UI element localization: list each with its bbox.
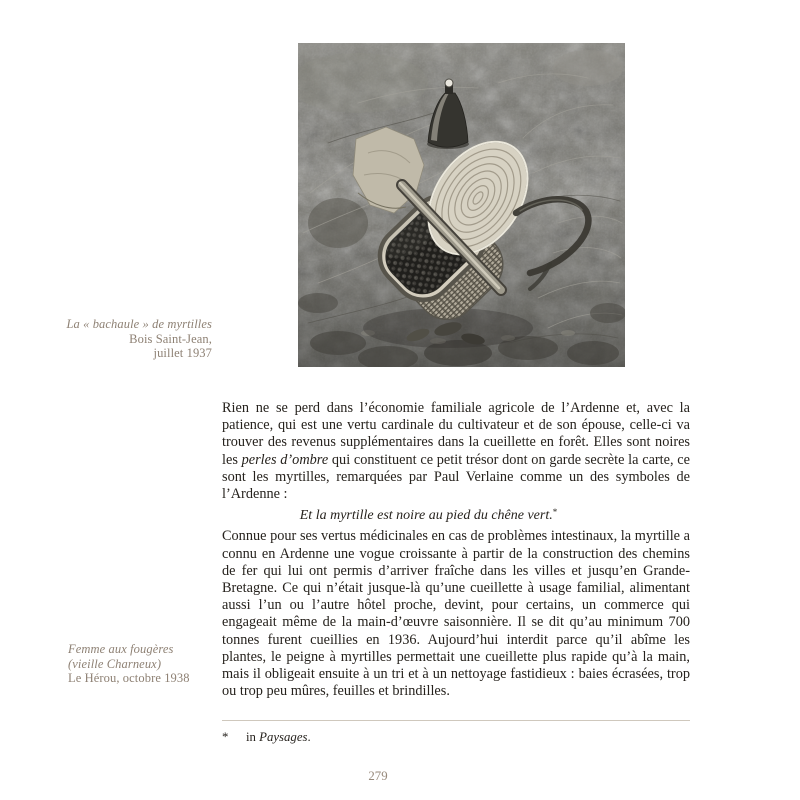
- photo-myrtilles-basket: [298, 43, 625, 367]
- page-number: 279: [368, 769, 388, 783]
- caption-subtitle: (vieille Charneux): [68, 656, 162, 671]
- footnote-reference: *: [552, 507, 558, 518]
- footnote-work-title: Paysages: [259, 730, 308, 745]
- caption-place: Bois Saint-Jean,: [129, 331, 212, 346]
- verse-quote: [222, 507, 635, 524]
- caption-title: La « bachaule » de myrtilles: [66, 317, 212, 331]
- footnote-marker: *: [222, 730, 229, 745]
- footnote-lead: in: [246, 730, 260, 745]
- footnote-text: [246, 730, 311, 745]
- text-column: [222, 400, 690, 745]
- caption-date: juillet 1937: [153, 346, 212, 361]
- caption-bachaule: [40, 317, 212, 361]
- italic-phrase: perles d’ombre: [241, 451, 329, 468]
- paragraph-text: Rien ne se perd dans l’économie familiale agricole de l’Ardenne et, avec la patience, qui est une vertu cardinale du cultivateur et de son épouse, celle-ci va trouver des revenus supplémentaires dans la cueillette en forêt. Elles sont noires les: [222, 400, 690, 468]
- quote-text: Et la myrtille est noire au pied du chêne vert.: [299, 508, 553, 524]
- body-paragraph-2: [222, 528, 690, 700]
- caption-title: Femme aux fougères: [68, 642, 174, 656]
- body-paragraph-1: [222, 400, 690, 503]
- caption-date: Le Hérou, octobre 1938: [68, 671, 190, 686]
- footnote: [222, 720, 690, 745]
- paragraph-text: Connue pour ses vertus médicinales en cas de problèmes intestinaux, la myrtille a connu en Ardenne une vogue croissante à partir de la construction des chemins de fer qui lui ont permis d’arriver fraîche dans les villes et jusqu’en Grande-Bretagne. Ce qui n’était jusque-là qu’une cueillette à usage familial, alimentant aussi l’un ou l’autre hôtel proche, devint, pour certains, un commerce qui engageait même de la main-d’œuvre saisonnière. Il se dit qu’au minimum 700 tonnes furent cueillies en 1936. Aujourd’hui interdit parce qu’il abîme les plantes, le peigne à myrtilles permettait une cueillette plus rapide qu’à la main, mais il obligeait ensuite à un tri et à un nettoyage fastidieux : baies écrasées, trop ou trop peu mûres, feuilles et brindilles.: [222, 528, 690, 700]
- footnote-end: .: [307, 730, 311, 745]
- paragraph-text: qui constituent ce petit trésor dont on garde secrète la carte, ce sont les myrtilles, remarquées par Paul Verlaine comme un des symboles de l’Ardenne :: [222, 451, 690, 503]
